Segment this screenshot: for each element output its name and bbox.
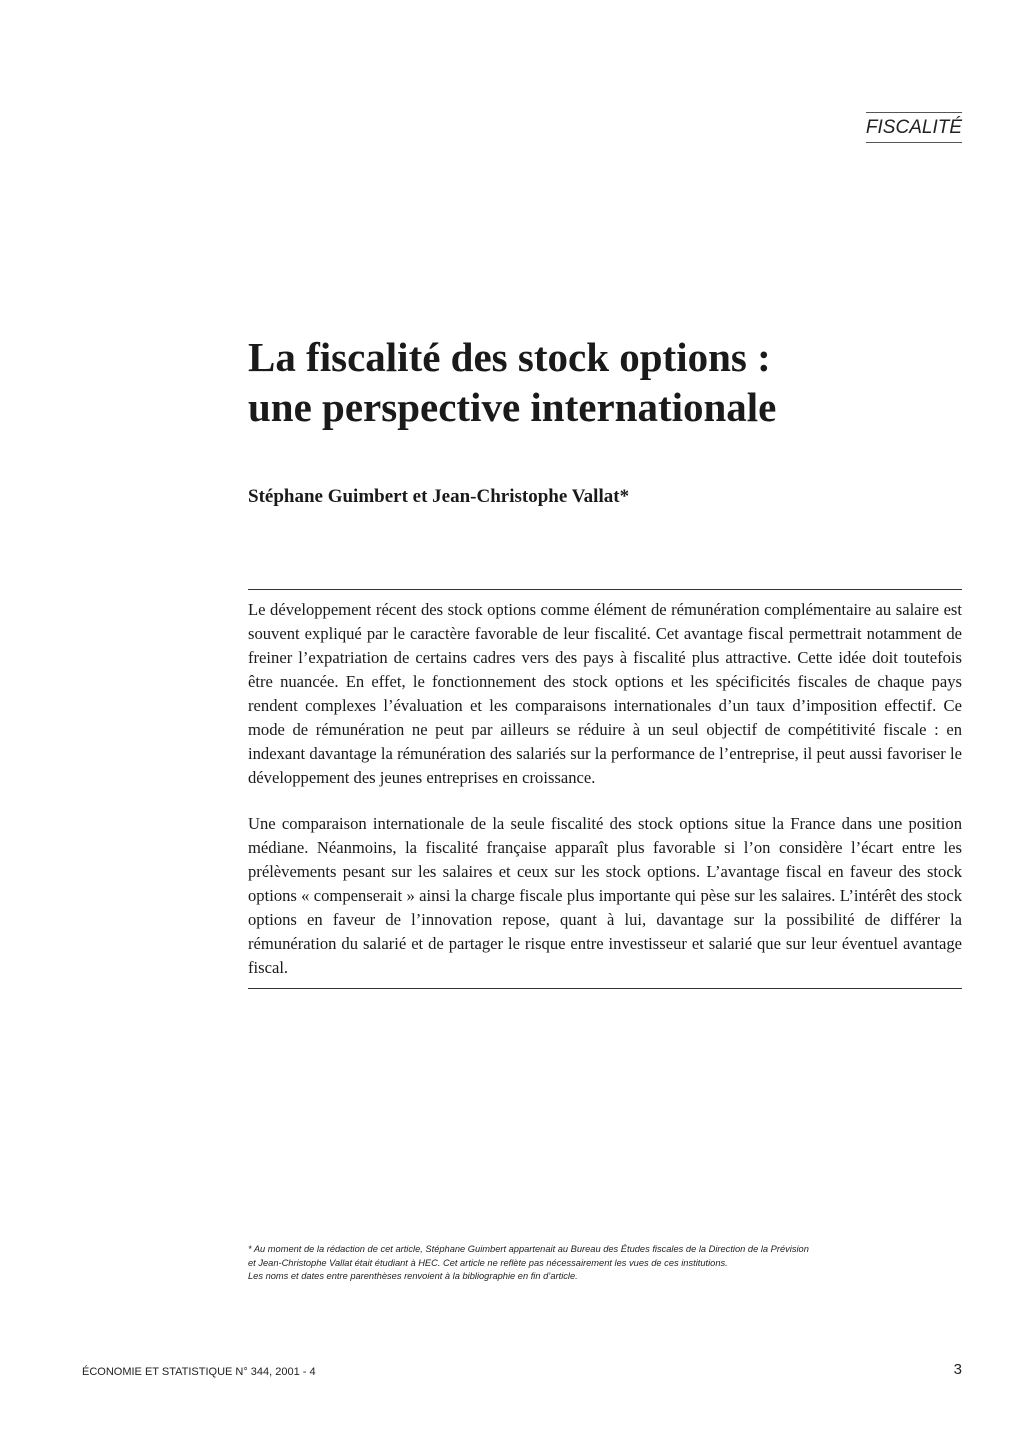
- article-authors: Stéphane Guimbert et Jean-Christophe Vallat*: [248, 486, 630, 507]
- footnote-line: * Au moment de la rédaction de cet article, Stéphane Guimbert appartenait au Bureau des Études fiscales de la Direction de la Prévision: [248, 1244, 809, 1254]
- abstract-paragraph: Une comparaison internationale de la seule fiscalité des stock options situe la France dans une position médiane. Néanmoins, la fiscalité française apparaît plus favorable si l’on considère l’écart entre les prélèvements pesant sur les salaires et ceux sur les stock options. L’avantage fiscal en faveur des stock options « compenserait » ainsi la charge fiscale plus importante qui pèse sur les salaires. L’intérêt des stock options en faveur de l’innovation repose, quant à lui, davantage sur la possibilité de différer la rémunération du salarié et de partager le risque entre investisseur et salarié que sur leur éventuel avantage fiscal.: [248, 814, 962, 977]
- footnote-line: Les noms et dates entre parenthèses renvoient à la bibliographie en fin d’article.: [248, 1271, 578, 1281]
- footnote-line: et Jean-Christophe Vallat était étudiant à HEC. Cet article ne reflète pas nécessairement les vues de ces institutions.: [248, 1257, 728, 1268]
- abstract-box: [248, 589, 962, 989]
- author-footnote: [248, 1243, 978, 1284]
- journal-reference: ÉCONOMIE ET STATISTIQUE N° 344, 2001 - 4: [82, 1366, 316, 1378]
- article-title-line-1: La fiscalité des stock options :: [248, 334, 771, 380]
- article-title-line-2: une perspective internationale: [248, 384, 777, 430]
- section-rubric: FISCALITÉ: [866, 112, 962, 143]
- article-title: [248, 332, 968, 432]
- page-number: 3: [953, 1361, 962, 1378]
- abstract-paragraph: Le développement récent des stock options comme élément de rémunération complémentaire au salaire est souvent expliqué par le caractère favorable de leur fiscalité. Cet avantage fiscal permettrait notamment de freiner l’expatriation de certains cadres vers des pays à fiscalité plus attractive. Cette idée doit toutefois être nuancée. En effet, le fonctionnement des stock options et les spécificités fiscales de chaque pays rendent complexes l’évaluation et les comparaisons internationales d’un taux d’imposition effectif. Ce mode de rémunération ne peut par ailleurs se réduire à un seul objectif de compétitivité fiscale : en indexant davantage la rémunération des salariés sur la performance de l’entreprise, il peut aussi favoriser le développement des jeunes entreprises en croissance.: [248, 600, 962, 787]
